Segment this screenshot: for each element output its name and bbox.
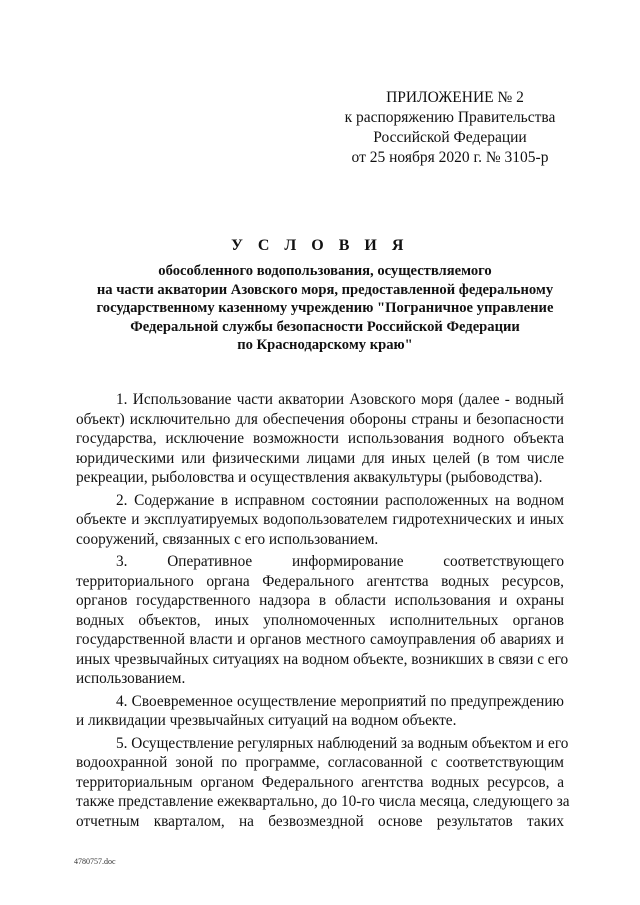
file-reference: 4780757.doc (74, 857, 116, 866)
subtitle-line: Федеральной службы безопасности Российской Федерации (130, 318, 520, 335)
clause-line: органов государственного надзора в области использования и охраны (76, 592, 564, 609)
document-title: У С Л О В И Я (231, 237, 409, 254)
clause-line: 4. Своевременное осуществление мероприятий по предупреждению (116, 692, 564, 710)
clause-line: сооружений, связанных с его использованием. (76, 530, 379, 548)
clause-paragraph (76, 390, 564, 488)
clause-line: 5. Осуществление регулярных наблюдений за водным объектом и его (116, 734, 569, 752)
clause-line: территориальным органом Федерального агентства водных ресурсов, а (76, 773, 564, 791)
appendix-header (330, 88, 570, 168)
clause-line: 3. Оперативное информирование соответствующего (116, 553, 564, 570)
clause-line: объект) исключительно для обеспечения обороны страны и безопасности (76, 410, 564, 428)
clause-line: государственной власти и органов местного самоуправления об авариях и (76, 631, 564, 648)
appendix-line-date: от 25 ноября 2020 г. № 3105-р (351, 149, 549, 166)
clause-paragraph (76, 734, 570, 832)
document-body (76, 390, 570, 834)
clause-paragraph (76, 692, 564, 731)
clause-line: государства, исключение возможности использования водного объекта (76, 430, 564, 447)
clause-line: территориального органа Федерального агентства водных ресурсов, (76, 572, 564, 590)
clause-line: водоохранной зоной по программе, согласованной с соответствующим (76, 754, 564, 771)
clause-line: использованием. (76, 670, 186, 687)
appendix-line-order: к распоряжению Правительства (344, 109, 556, 126)
clause-line: также представление ежеквартально, до 10-го числа месяца, следующего за (76, 793, 570, 810)
clause-line: иных чрезвычайных ситуациях на водном объекте, возникших в связи с его (76, 650, 569, 668)
clause-line: 2. Содержание в исправном состоянии расположенных на водном (116, 491, 564, 509)
document-subtitle (60, 262, 590, 355)
clause-paragraph (76, 491, 564, 550)
appendix-number: ПРИЛОЖЕНИЕ № 2 (386, 89, 524, 106)
clause-line: юридическими или физическими лицами для иных целей (в том числе (76, 449, 564, 467)
clause-line: рекреации, рыболовства и осуществления аквакультуры (рыбоводства). (76, 469, 543, 486)
clause-paragraph (76, 552, 569, 689)
clause-line: водных объектов, иных уполномоченных исполнительных органов (76, 611, 564, 629)
subtitle-line: на части акватории Азовского моря, предоставленной федеральному (96, 281, 554, 298)
clause-line: 1. Использование части акватории Азовского моря (далее - водный (116, 391, 564, 408)
clause-line: объекте и эксплуатируемых водопользователем гидротехнических и иных (76, 511, 564, 528)
subtitle-line: обособленного водопользования, осуществляемого (158, 263, 492, 279)
appendix-line-federation: Российской Федерации (373, 129, 527, 146)
subtitle-line: по Краснодарскому краю" (237, 337, 413, 354)
clause-line: отчетным кварталом, на безвозмездной основе результатов таких (76, 812, 564, 830)
subtitle-line: государственному казенному учреждению "Пограничное управление (96, 300, 554, 317)
clause-line: и ликвидации чрезвычайных ситуаций на водном объекте. (76, 712, 457, 729)
